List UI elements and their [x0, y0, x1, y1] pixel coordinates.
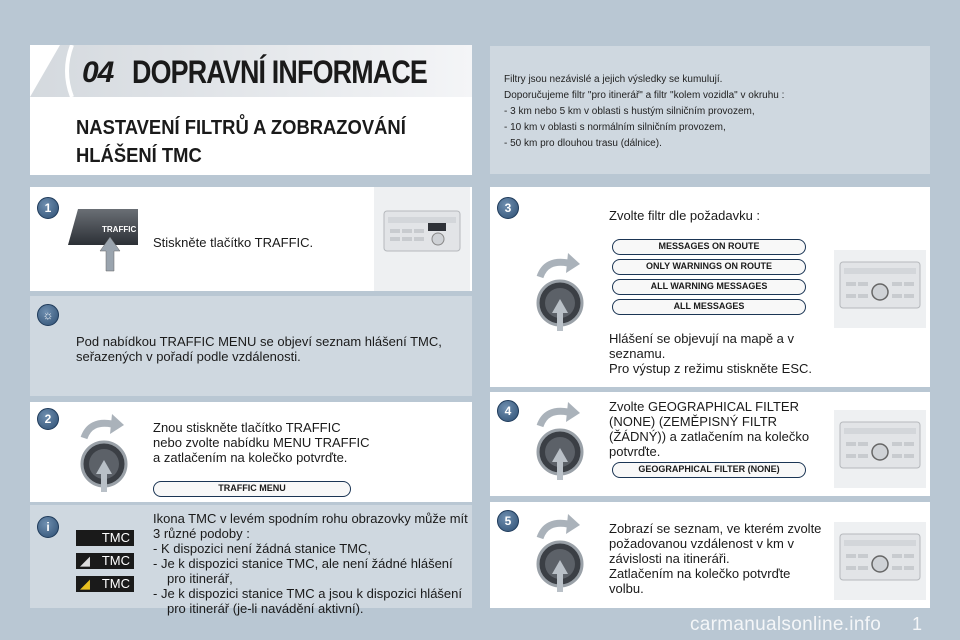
- step5-line4: Zatlačením na kolečko potvrďte: [609, 566, 791, 581]
- step4-line1: Zvolte GEOGRAPHICAL FILTER: [609, 399, 799, 414]
- note-line2: Doporučujeme filtr "pro itinerář" a filtr "kolem vozidla" v okruhu :: [504, 90, 785, 101]
- info-line1: Ikona TMC v levém spodním rohu obrazovky může mít: [153, 511, 468, 526]
- page-number: 1: [912, 614, 923, 634]
- step5-line2: požadovanou vzdálenost v km v: [609, 536, 794, 551]
- chapter-title: DOPRAVNÍ INFORMACE: [132, 54, 427, 90]
- step3-text: Zvolte filtr dle požadavku :: [609, 208, 761, 223]
- rotary-knob-icon: [534, 251, 594, 335]
- rotary-knob-icon: [78, 412, 138, 496]
- tmc-triangle-yellow-icon: ◢: [80, 576, 90, 591]
- tmc-icon-no-station: TMC: [76, 530, 134, 546]
- info-bullet2-cont: pro itinerář,: [167, 571, 233, 586]
- traffic-button-label: TRAFFIC: [102, 225, 137, 234]
- info-bullet3-cont: pro itinerář (je-li navádění aktivní).: [167, 601, 364, 616]
- step5-text: [609, 521, 821, 596]
- rotary-knob-icon: [534, 400, 594, 484]
- step4-line4: potvrďte.: [609, 444, 661, 459]
- watermark: carmanualsonline.info: [690, 614, 882, 635]
- step2-line2: nebo zvolte nabídku MENU TRAFFIC: [153, 435, 370, 450]
- filter-option-all-warnings: ALL WARNING MESSAGES: [612, 279, 806, 295]
- info-bullet2: - Je k dispozici stanice TMC, ale není žádné hlášení: [153, 556, 453, 571]
- step2-line3: a zatlačením na kolečko potvrďte.: [153, 450, 348, 465]
- radio-console-image: [374, 187, 470, 291]
- step3-after-text: [609, 331, 812, 376]
- filter-option-only-warnings: ONLY WARNINGS ON ROUTE: [612, 259, 806, 275]
- step2-badge: 2: [37, 408, 59, 430]
- step5-line3: závislosti na itineráři.: [609, 551, 730, 566]
- tip-bulb-icon: ☼: [37, 304, 59, 326]
- step5-line5: volbu.: [609, 581, 644, 596]
- tip-line1: Pod nabídkou TRAFFIC MENU se objeví seznam hlášení TMC,: [76, 334, 442, 349]
- step5-badge: 5: [497, 510, 519, 532]
- note-line1: Filtry jsou nezávislé a jejich výsledky se kumulují.: [504, 74, 723, 85]
- rotary-knob-icon: [534, 512, 594, 596]
- radio-console-image: [834, 522, 926, 600]
- step3-badge: 3: [497, 197, 519, 219]
- step3-after1: Hlášení se objevují na mapě a v: [609, 331, 794, 346]
- step4-badge: 4: [497, 400, 519, 422]
- step4-line2: (NONE) (ZEMĚPISNÝ FILTR: [609, 414, 778, 429]
- info-bullet3: - Je k dispozici stanice TMC a jsou k dispozici hlášení: [153, 586, 462, 601]
- tmc-triangle-grey-icon: ◢: [80, 553, 90, 568]
- filter-option-messages-on-route: MESSAGES ON ROUTE: [612, 239, 806, 255]
- section-title: [76, 114, 444, 170]
- info-line2: 3 různé podoby :: [153, 526, 250, 541]
- info-text: [153, 511, 468, 616]
- radio-console-image: [834, 250, 926, 328]
- section-title-line2: HLÁŠENÍ TMC: [76, 145, 202, 167]
- step1-text: Stiskněte tlačítko TRAFFIC.: [153, 235, 314, 250]
- tip-line2: seřazených v pořadí podle vzdálenosti.: [76, 349, 301, 364]
- info-bullet1: - K dispozici není žádná stanice TMC,: [153, 541, 371, 556]
- note-item: - 3 km nebo 5 km v oblasti s hustým silničním provozem,: [504, 106, 755, 117]
- filter-option-all-messages: ALL MESSAGES: [612, 299, 806, 315]
- step3-after3: Pro výstup z režimu stiskněte ESC.: [609, 361, 813, 376]
- note-item: - 10 km v oblasti s normálním silničním provozem,: [504, 122, 726, 133]
- tmc-icon-station-with-messages: [76, 576, 134, 592]
- tmc-icon-station-no-messages: [76, 553, 134, 569]
- traffic-button-press-icon: [68, 207, 144, 273]
- step2-line1: Znou stiskněte tlačítko TRAFFIC: [153, 420, 341, 435]
- step2-text: [153, 420, 370, 465]
- note-item: - 50 km pro dlouhou trasu (dálnice).: [504, 138, 662, 149]
- step1-badge: 1: [37, 197, 59, 219]
- section-title-line1: NASTAVENÍ FILTRŮ A ZOBRAZOVÁNÍ: [76, 117, 406, 139]
- step3-after2: seznamu.: [609, 346, 666, 361]
- step4-text: [609, 399, 809, 459]
- step4-line3: (ŽÁDNÝ)) a zatlačením na kolečko: [609, 429, 810, 444]
- chapter-number: 04: [82, 56, 114, 89]
- filter-note: [490, 46, 930, 174]
- geographical-filter-pill: GEOGRAPHICAL FILTER (NONE): [612, 462, 806, 478]
- traffic-menu-pill: TRAFFIC MENU: [153, 481, 351, 497]
- tip-text: [76, 334, 442, 364]
- tmc-label: TMC: [101, 576, 130, 591]
- step5-line1: Zobrazí se seznam, ve kterém zvolte: [609, 521, 822, 536]
- info-icon: i: [37, 516, 59, 538]
- radio-console-image: [834, 410, 926, 488]
- tmc-label: TMC: [101, 553, 130, 568]
